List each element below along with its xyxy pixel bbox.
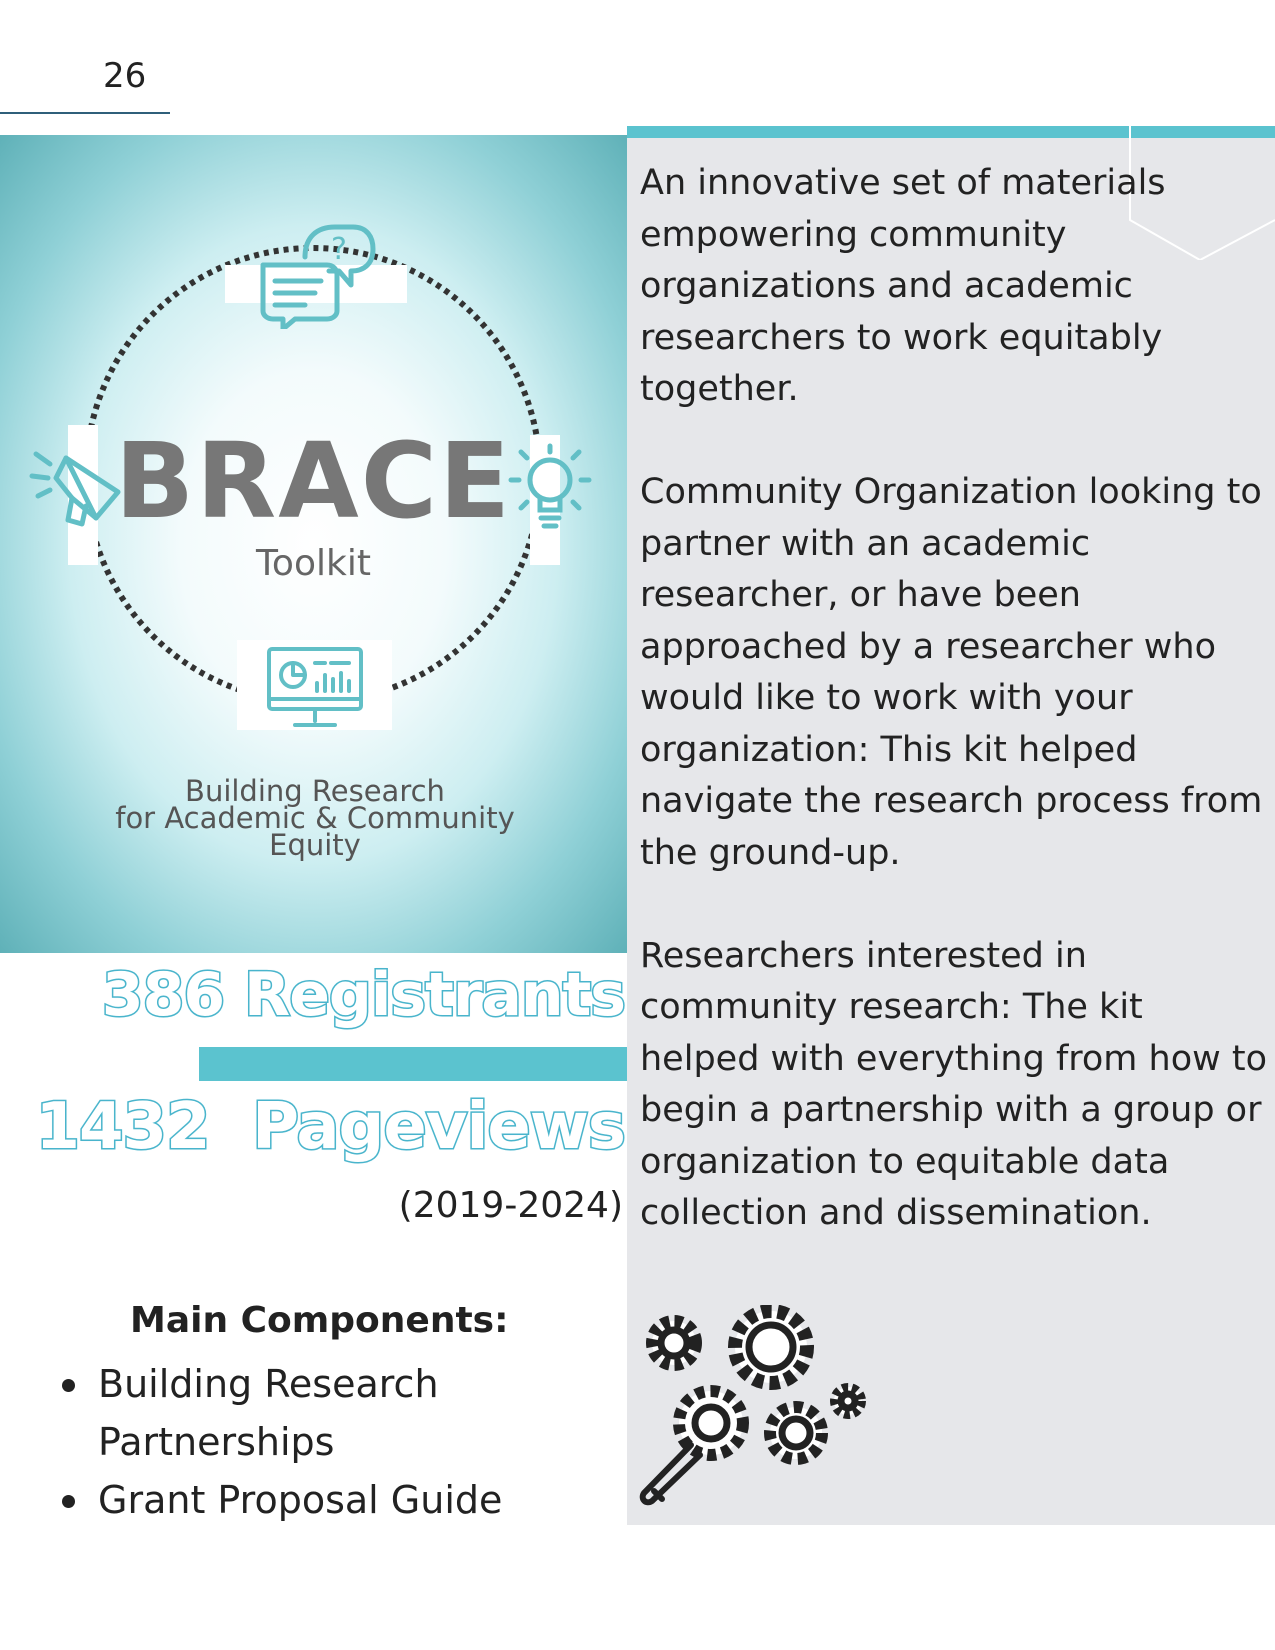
gears-wrench-icon — [636, 1305, 876, 1515]
description-paragraph: An innovative set of materials empowering community organizations and academic researchers to work equitably together. — [640, 163, 1166, 409]
page-rule — [0, 112, 170, 114]
dashboard-monitor-icon — [265, 645, 365, 731]
page-number: 26 — [103, 56, 147, 96]
full-name-line-3: Equity — [269, 828, 361, 862]
stat-divider-bar — [199, 1047, 627, 1081]
components-title: Main Components: — [130, 1300, 509, 1341]
full-name-line-2: for Academic & Community — [115, 801, 515, 835]
list-item: Grant Proposal Guide — [62, 1471, 612, 1529]
list-item: Building Research Partnerships — [62, 1355, 612, 1471]
description-paragraph: Community Organization looking to partner with an academic researcher, or have been approached by a researcher who would like to work with your organization: This kit helped navigate the research process from the ground-up. — [640, 472, 1263, 873]
components-list — [62, 1355, 612, 1529]
brace-full-name — [100, 774, 530, 862]
full-name-line-1: Building Research — [185, 774, 445, 808]
description-paragraph: Researchers interested in community research: The kit helped with everything from how to begin a partnership with a group or organization to equitable data collection and dissemination. — [640, 935, 1268, 1233]
stat-years: (2019-2024) — [398, 1185, 623, 1226]
question-chat-icon — [255, 219, 380, 329]
brace-subtitle: Toolkit — [256, 543, 371, 584]
description-text — [640, 158, 1270, 1291]
brace-toolkit-image — [0, 135, 627, 953]
pageviews-stat: 1432 Pageviews — [35, 1090, 625, 1164]
svg-text:?: ? — [331, 232, 347, 267]
registrants-stat: 386 Registrants — [101, 960, 625, 1030]
brace-title: BRACE — [114, 420, 513, 542]
